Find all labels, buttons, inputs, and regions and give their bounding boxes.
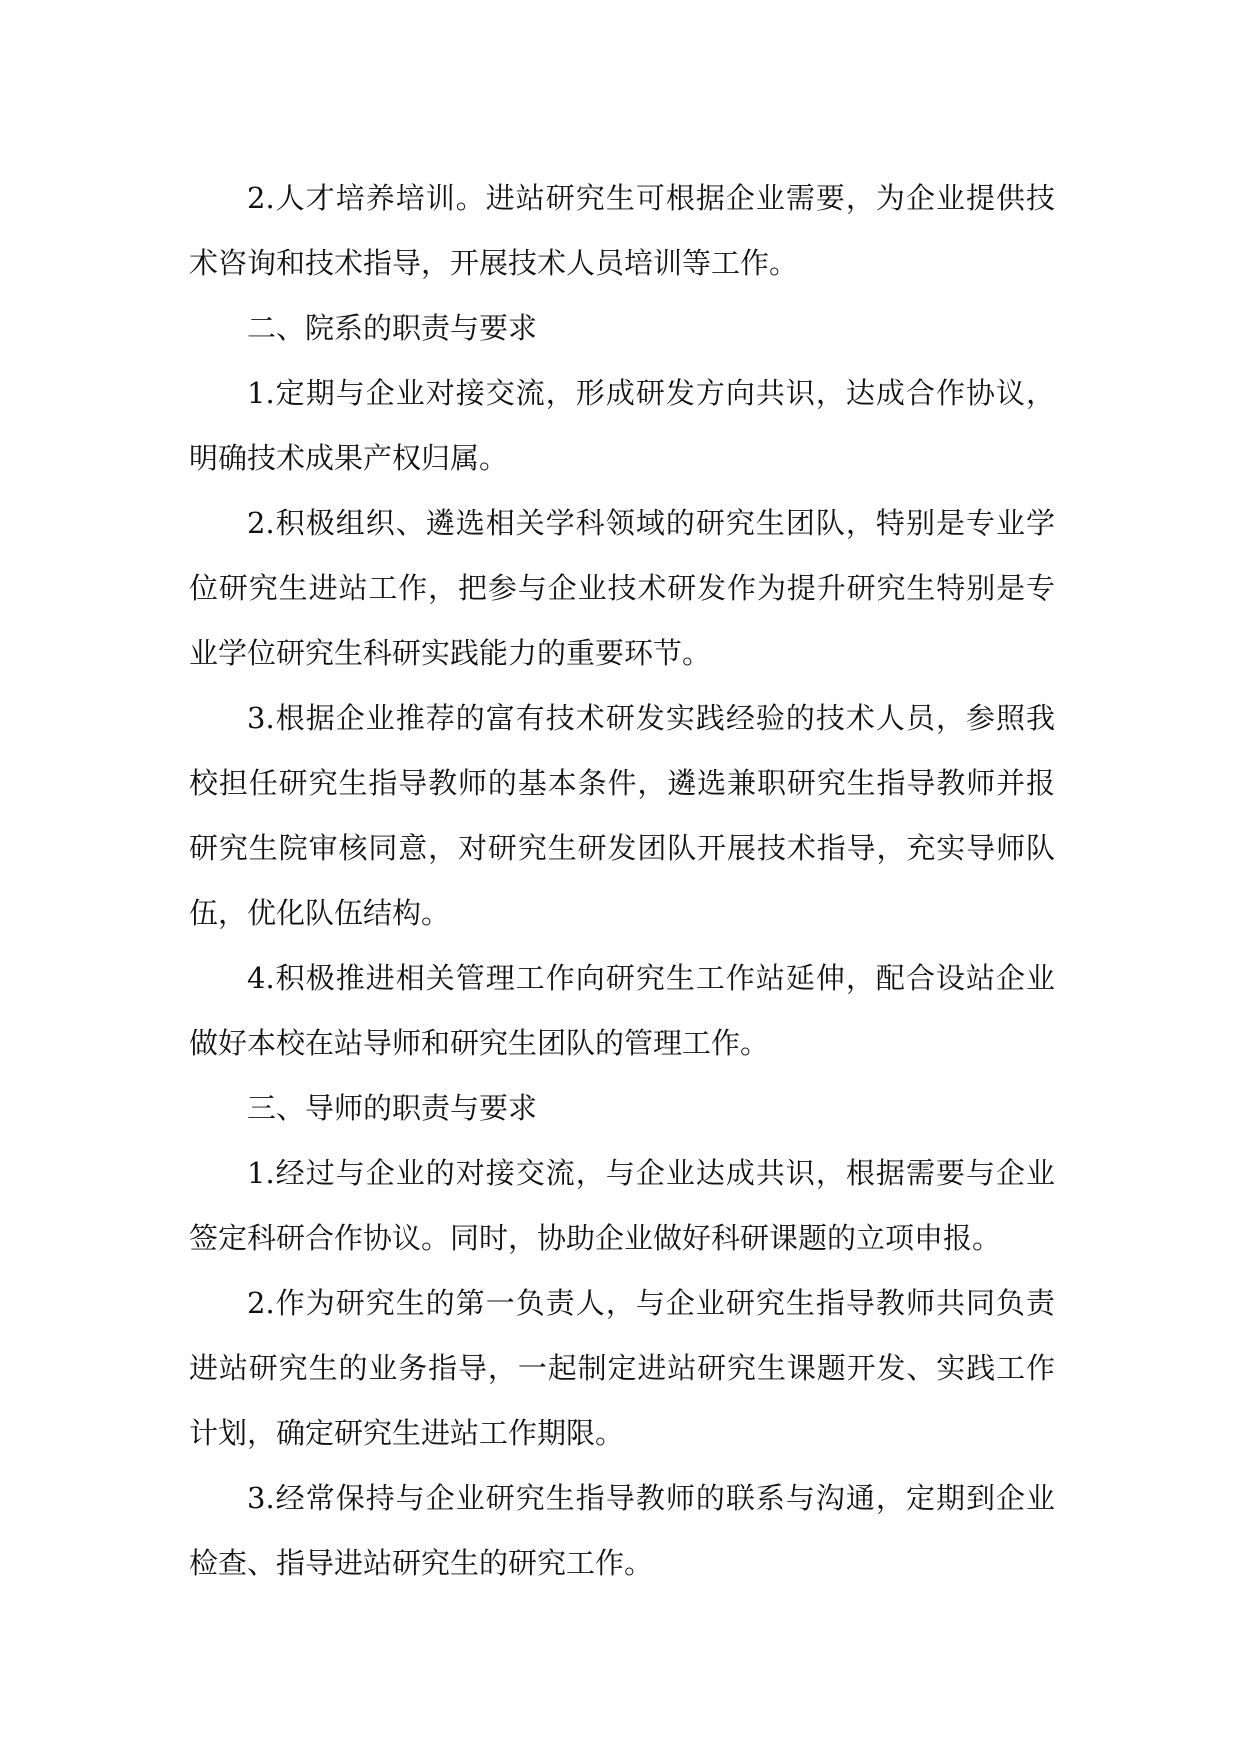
paragraph-talent-training: 2.人才培养培训。进站研究生可根据企业需要，为企业提供技术咨询和技术指导，开展技术人员培训等工作。 [189,181,1055,280]
section-heading-department-duties: 二、院系的职责与要求 [247,311,538,345]
paragraph-supervisor-duty-1: 1.经过与企业的对接交流，与企业达成共识，根据需要与企业签定科研合作协议。同时，协助企业做好科研课题的立项申报。 [189,1156,1055,1255]
paragraph-department-duty-3: 3.根据企业推荐的富有技术研发实践经验的技术人员，参照我校担任研究生指导教师的基本条件，遴选兼职研究生指导教师并报研究生院审核同意，对研究生研发团队开展技术指导，充实导师队伍，优化队伍结构。 [189,701,1055,930]
paragraph-department-duty-4: 4.积极推进相关管理工作向研究生工作站延伸，配合设站企业做好本校在站导师和研究生团队的管理工作。 [189,961,1055,1060]
document-body [189,166,1055,1596]
section-heading-supervisor-duties: 三、导师的职责与要求 [247,1091,538,1125]
paragraph-department-duty-2: 2.积极组织、遴选相关学科领域的研究生团队，特别是专业学位研究生进站工作，把参与企业技术研发作为提升研究生特别是专业学位研究生科研实践能力的重要环节。 [189,506,1055,670]
paragraph-department-duty-1: 1.定期与企业对接交流，形成研发方向共识，达成合作协议，明确技术成果产权归属。 [189,376,1055,475]
paragraph-supervisor-duty-2: 2.作为研究生的第一负责人，与企业研究生指导教师共同负责进站研究生的业务指导，一起制定进站研究生课题开发、实践工作计划，确定研究生进站工作期限。 [189,1286,1055,1450]
paragraph-supervisor-duty-3: 3.经常保持与企业研究生指导教师的联系与沟通，定期到企业检查、指导进站研究生的研究工作。 [189,1481,1055,1580]
